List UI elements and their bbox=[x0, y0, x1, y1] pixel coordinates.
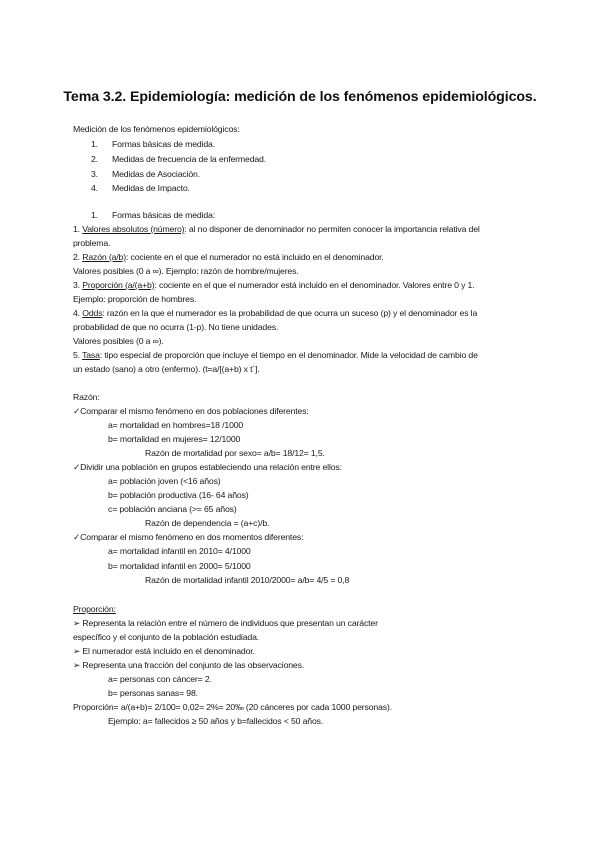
proporcion-example: Ejemplo: a= fallecidos ≥ 50 años y b=fallecidos < 50 años. bbox=[108, 716, 324, 726]
proporcion-point: ➢ El numerador está incluido en el denominador. bbox=[73, 646, 255, 656]
check-icon: ✓ bbox=[73, 406, 81, 416]
proporcion-formula: Proporción= a/(a+b)= 2/100= 0,02= 2%= 20‰ (20 cánceres por cada 1000 personas). bbox=[73, 702, 392, 712]
razon-heading: Razón: bbox=[73, 392, 100, 402]
check-icon: ✓ bbox=[73, 532, 81, 542]
arrow-bullet-icon: ➢ bbox=[73, 618, 81, 628]
list-item: 4. Medidas de Impacto. bbox=[91, 183, 190, 193]
proporcion-point: ➢ Representa una fracción del conjunto de las observaciones. bbox=[73, 660, 305, 670]
proporcion-item: b= personas sanas= 98. bbox=[108, 688, 198, 698]
definition-odds: 4. Odds: razón en la que el numerador es la probabilidad de que ocurra un suceso (p) y el denominador es la bbox=[73, 308, 478, 318]
definition-cont: Valores posibles (0 a ∞). bbox=[73, 336, 164, 346]
razon-item: b= mortalidad infantil en 2000= 5/1000 bbox=[108, 561, 251, 571]
list-item: 1. Formas básicas de medida. bbox=[91, 139, 215, 149]
definition-ratio: 2. Razón (a/b): cociente en el que el numerador no está incluido en el denominador. bbox=[73, 252, 384, 262]
definition-absolute-values: 1. Valores absolutos (número): al no disponer de denominador no permiten conocer la importancia relativa del bbox=[73, 224, 480, 234]
definition-cont: Valores posibles (0 a ∞). Ejemplo: razón de hombre/mujeres. bbox=[73, 266, 299, 276]
section-heading: 1. Formas básicas de medida: bbox=[91, 210, 215, 220]
proporcion-point: ➢ Representa la relación entre el número de individuos que presentan un carácter bbox=[73, 618, 378, 628]
definition-proportion: 3. Proporción (a/(a+b): cociente en el que el numerador está incluido en el denominador. Valores entre 0 y 1. bbox=[73, 280, 475, 290]
definition-cont: probabilidad de que no ocurra (1-p). No tiene unidades. bbox=[73, 322, 279, 332]
definition-cont: Ejemplo: proporción de hombres. bbox=[73, 294, 197, 304]
page-title: Tema 3.2. Epidemiología: medición de los fenómenos epidemiológicos. bbox=[63, 89, 537, 105]
razon-block-title: ✓Comparar el mismo fenómeno en dos momentos diferentes: bbox=[73, 532, 304, 542]
definition-cont: problema. bbox=[73, 238, 111, 248]
razon-item: a= mortalidad en hombres=18 /1000 bbox=[108, 420, 244, 430]
razon-result: Razón de mortalidad por sexo= a/b= 18/12= 1,5. bbox=[145, 448, 325, 458]
razon-result: Razón de mortalidad infantil 2010/2000= a/b= 4/5 = 0,8 bbox=[145, 575, 350, 585]
arrow-bullet-icon: ➢ bbox=[73, 646, 81, 656]
razon-result: Razón de dependencia = (a+c)/b. bbox=[145, 518, 270, 528]
proporcion-heading: Proporción: bbox=[73, 604, 116, 614]
definition-rate: 5. Tasa: tipo especial de proporción que incluye el tiempo en el denominador. Mide la velocidad de cambio de bbox=[73, 350, 478, 360]
razon-item: b= mortalidad en mujeres= 12/1000 bbox=[108, 434, 241, 444]
razon-block-title: ✓Dividir una población en grupos estableciendo una relación entre ellos: bbox=[73, 462, 342, 472]
razon-item: b= población productiva (16- 64 años) bbox=[108, 490, 249, 500]
arrow-bullet-icon: ➢ bbox=[73, 660, 81, 670]
razon-item: a= población joven (<16 años) bbox=[108, 476, 221, 486]
check-icon: ✓ bbox=[73, 462, 81, 472]
list-item: 3. Medidas de Asociación. bbox=[91, 169, 200, 179]
razon-item: c= población anciana (>= 65 años) bbox=[108, 504, 237, 514]
intro-heading: Medición de los fenómenos epidemiológicos: bbox=[73, 124, 240, 134]
list-item: 2. Medidas de frecuencia de la enfermedad. bbox=[91, 154, 267, 164]
proporcion-item: a= personas con cáncer= 2. bbox=[108, 674, 212, 684]
proporcion-point-cont: específico y el conjunto de la población estudiada. bbox=[73, 632, 260, 642]
razon-item: a= mortalidad infantil en 2010= 4/1000 bbox=[108, 546, 251, 556]
definition-cont: un estado (sano) a otro (enfermo). (t=a/[(a+b) x t´]. bbox=[73, 364, 260, 374]
razon-block-title: ✓Comparar el mismo fenómeno en dos poblaciones diferentes: bbox=[73, 406, 309, 416]
